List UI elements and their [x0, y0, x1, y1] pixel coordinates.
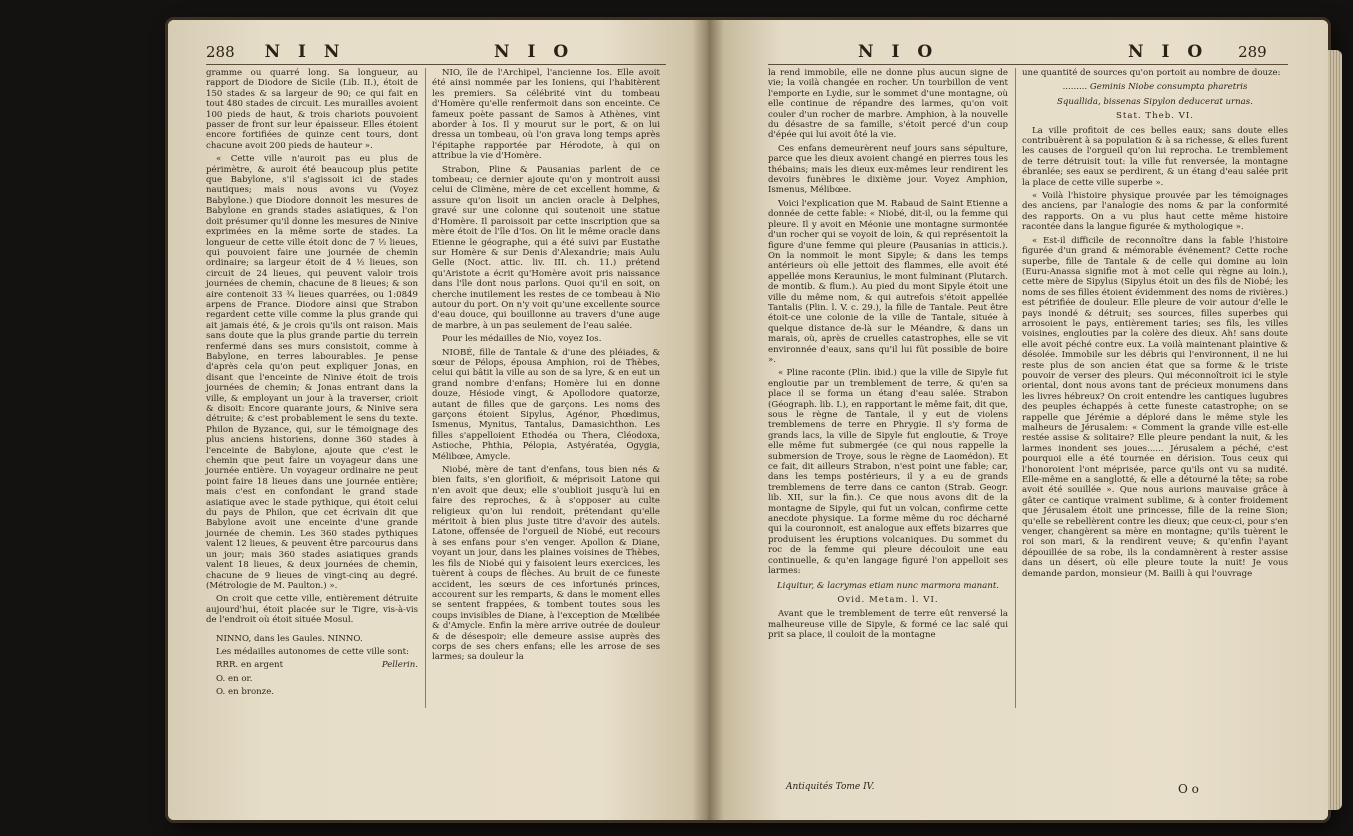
paragraph: Pour les médailles de Nio, voyez Ios. — [442, 334, 602, 345]
left-running-head-2: N I O — [494, 42, 575, 62]
paragraph: Niobé, mère de tant d'enfans, tous bien nés & bien faits, s'en glorifioit, & méprisoit Latone qui n'en avoit que deux; elle s'oublioit jusqu'à lui en faire des reproches, & à s'opposer au culte religieux qu'on lui rendoit, prétendant qu'elle méritoit à bien plus juste titre d'avoir des autels. Latone, offensée de l'orgueil de Niobé, eut recours à ses enfans pour s'en venger. Apollon & Diane, voyant un jour, dans les plaines voisines de Thèbes, les fils de Niobé qui y faisoient leurs exercices, les tuèrent à coups de flèches. Au bruit de ce funeste accident, les sœurs de ces infortunés princes, accourent sur les remparts, & dans le moment elles se sentent frappées, & tombent toutes sous les coups invisibles de Diane, à l'exception de Mœlibée & d'Amycle. Enfin la mère arrive outrée de douleur & de désespoir; elle demeure assise auprès des corps de ses chers enfans; elle les arrose de ses larmes; sa douleur la — [432, 465, 660, 663]
latin-quote: Squallida, bissenas Sipylon deducerat urnas. — [1057, 96, 1253, 107]
paragraph: Ces enfans demeurèrent neuf jours sans sépulture, parce que les dieux avoient changé en pierres tous les thébains; mais les dieux eux-mêmes leur rendirent les devoirs funèbres le dixième jour. Voyez Amphion, Ismenus, Mélibœe. — [768, 143, 1008, 196]
paragraph: la rend immobile, elle ne donne plus aucun signe de vie; la voilà changée en rocher. Un tourbillon de vent l'emporte en Lydie, sur le sommet d'une montagne, où elle continue de répandre des larmes, qu'on voit couler d'un rocher de marbre. Amphion, à la nouvelle du désastre de sa famille, s'étoit percé d'un coup d'épée qui lui avoit ôté la vie. — [768, 68, 1008, 141]
right-column-2 — [1022, 68, 1288, 582]
right-running-head-1: N I O — [858, 42, 939, 62]
medal-list — [206, 660, 418, 697]
left-running-head-1: N I N — [264, 42, 346, 62]
paragraph: NIOBÉ, fille de Tantale & d'une des pléiades, & sœur de Pélops, épousa Amphion, roi de Thèbes, celui qui bâtit la ville au son de sa lyre, & en eut un grand nombre d'enfans; Homère lui en donne douze, Hésiode vingt, & Apollodore quatorze, autant de filles que de garçons. Les noms des garçons étoient Sipylus, Agénor, Phœdimus, Ismenus, Mynitus, Tantalus, Damasichthon. Les filles s'appelloient Ethodéa ou Thera, Cléodoxa, Astioche, Phthia, Pélopia, Astyératéa, Ogygia, Mélibœe, Amycle. — [432, 347, 660, 462]
left-page — [168, 20, 708, 820]
right-page-header — [1128, 42, 1267, 62]
left-page-number: 288 — [206, 43, 235, 61]
right-page — [708, 20, 1328, 820]
latin-quote: Liquitur, & lacrymas etiam nunc marmora manant. — [776, 580, 1000, 591]
header-rule — [768, 64, 1288, 65]
paragraph: La ville profitoit de ces belles eaux; sans doute elles contribuèrent à sa population & à sa richesse, & elles furent les causes de l'orgueil qu'on lui reprocha. Le tremblement de terre détruisit tout: la ville fut renversée, la montagne ébranlée; ses eaux se perdirent, & un étang d'eau salée prit la place de cette ville superbe ». — [1022, 125, 1288, 188]
medal-value: Pellerin. — [381, 660, 418, 671]
entry-heading: NINNO, dans les Gaules. NINNO. — [216, 633, 363, 644]
left-column-2 — [432, 68, 660, 666]
latin-quote: ......... Geminis Niobe consumpta pharetris — [1062, 82, 1248, 93]
paragraph: NIO, île de l'Archipel, l'ancienne Ios. Elle avoit été ainsi nommée par les Ioniens, qui l'habitèrent les premiers. Sa célébrité vint du tombeau d'Homère qu'elle renfermoit dans son enceinte. Ce fameux poète passant de Samos à Athènes, vint aborder à Ios. Il y mourut sur le port, & on lui dressa un tombeau, où l'on grava long temps après l'épitaphe rapportée par Hérodote, à qui on attribue la vie d'Homère. — [432, 68, 660, 162]
quote-source: Ovid. Metam. l. VI. — [837, 594, 939, 605]
signature-mark: O o — [1178, 782, 1199, 796]
paragraph: On croit que cette ville, entièrement détruite aujourd'hui, étoit placée sur le Tigre, vis-à-vis de l'endroit où étoit située Mosul. — [206, 594, 418, 626]
paragraph: Strabon, Pline & Pausanias parlent de ce tombeau; ce dernier ajoute qu'on y montroit aussi celui de Climène, mère de cet excellent homme, & assure qu'on lisoit un ancien oracle à Delphes, gravé sur une colonne qui soutenoit une statue d'Homère. Il paroissoit par cette inscription que sa mère étoit de l'île d'Ios. On lit le même oracle dans Etienne le géographe, qui a été suivi par Eustathe sur Homère & sur Denis d'Alexandrie; mais Aulu Gelle (Noct. attic. liv. III. ch. 11.) prétend qu'Aristote a écrit qu'Homère avoit pris naissance dans l'île dont nous parlons. Quoi qu'il en soit, on cherche inutilement les restes de ce tombeau à Nio autour du port. On n'y voit qu'une excellente source d'eau douce, qui bouillonne au travers d'une auge de marbre, à un pas seulement de l'eau salée. — [432, 164, 660, 331]
column-divider — [425, 68, 426, 708]
page-footer: Antiquités Tome IV. — [786, 782, 875, 792]
medal-metal: O. en or. — [216, 673, 253, 684]
medal-metal: RRR. en argent — [216, 660, 284, 671]
medal-row — [206, 674, 418, 684]
paragraph: gramme ou quarré long. Sa longueur, au rapport de Diodore de Sicile (Lib. II.), étoit de 150 stades & sa largeur de 90; ce qui fait en tout 480 stades de circuit. Les murailles avoient 100 pieds de haut, & trois chariots pouvoient passer de front sur leur épaisseur. Elles étoient encore fortifiées de quinze cent tours, dont chacune avoit 200 pieds de hauteur ». — [206, 68, 418, 151]
right-page-number: 289 — [1238, 43, 1267, 61]
paragraph: Les médailles autonomes de cette ville sont: — [216, 646, 409, 657]
column-divider — [1015, 68, 1016, 708]
medal-metal: O. en bronze. — [216, 687, 275, 698]
medal-row — [206, 660, 418, 670]
paragraph: Voici l'explication que M. Rabaud de Saint Etienne a donnée de cette fable: « Niobé, dit-il, ou la femme qui pleure. Il y avoit en Méonie une montagne surmontée d'un rocher qui se voyoit de loin, & qui représentoit la figure d'une femme qui pleure (Pausanias in atticis.). On la nommoit le mont Sipyle; & dans les temps antérieurs où elle jettoit des flammes, elle avoit été appellée mons Keraunius, le mont fulminant (Plutarch. de montib. & flum.). Au pied du mont Sipyle étoit une ville du même nom, & qui autrefois s'étoit appellée Tantalis (Plin. l. V. c. 29.), la fille de Tantale. Peut être étoit-ce une colonie de la ville de Tantale, située à quelque distance de-là sur le Méandre, & dans un marais, où, après de cruelles catastrophes, elle se vit environnée d'eaux, sans qu'il lui fût possible de boire ». — [768, 198, 1008, 365]
paragraph: « Est-il difficile de reconnoître dans la fable l'histoire figurée d'un grand & mémorable événement? Cette roche superbe, fille de Tantale & de celle qui domine au loin (Euru-Anassa signifie mot à mot celle qui règne au loin.), cette mère de Sipylus (Sipylus étoit un des fils de Niobé; les noms de ses filles étoient évidemment des noms de rivières.) est pétrifiée de douleur. Elle pleure de voir autour d'elle le pays inondé & détruit; ses sources, filles superbes qui arrosoient le pays, entièrement taries; ses fils, les villes voisines, englouties par la colère des dieux. Ah! sans doute elle avoit péché contre eux. La voilà maintenant plaintive & désolée. Immobile sur les débris qui l'environnent, il ne lui reste plus de son ancien état que sa forme & le triste pouvoir de verser des pleurs. Qui méconnoîtroit ici le style oriental, dont nous avons tant de précieux monumens dans les livres hébreux? On croit entendre les cantiques lugubres des peuples échappés à cette funeste catastrophe; on se rappelle que Jérémie a déploré dans le même style les malheurs de Jérusalem: « Comment la grande ville est-elle restée assise & solitaire? Elle pleure pendant la nuit, & les larmes inondent ses joues...... Jérusalem a péché, c'est pourquoi elle a été tournée en dérision. Tous ceux qui l'honoroient l'ont méprisée, parce qu'ils ont vu sa nudité. Elle-même en a sanglotté, & elle a détourné la tête; sa robe avoit été souillée ». Que nous aurions mauvaise grâce à gâter ce cantique vraiment sublime, & à conter froidement que Jérusalem étoit une princesse, fille de la reine Sion; qu'elle se rebellèrent contre les dieux; que ceux-ci, pour s'en venger, changèrent sa mère en montagne; qu'ils tuèrent le roi son mari, & la rendirent veuve; & qu'enfin l'ayant dépouillée de sa robe, ils la condamnèrent à rester assise dans un désert, où elle pleure toute la nuit! Je vous demande pardon, monsieur (M. Bailli à qui l'ouvrage — [1022, 235, 1288, 579]
quote-source: Stat. Theb. VI. — [1115, 111, 1195, 122]
paragraph: « Voilà l'histoire physique prouvée par les témoignages des anciens, par l'analogie des noms & par la conformité des rapports. On a vu plus haut cette même histoire racontée dans la langue figurée & mythologique ». — [1022, 191, 1288, 233]
medal-row — [206, 687, 418, 697]
open-book — [168, 20, 1328, 820]
paragraph: Avant que le tremblement de terre eût renversé la malheureuse ville de Sipyle, & formé ce lac salé qui prit sa place, il couloit de la montagne — [768, 609, 1008, 641]
paragraph: « Cette ville n'auroit pas eu plus de périmètre, & auroit été beaucoup plus petite que Babylone, s'il s'agissoit ici de stades nautiques; mais nous avons vu (Voyez Babylone.) que Diodore donnoit les mesures de Babylone en grands stades asiatiques, & l'on doit présumer qu'il donne les mesures de Ninive exprimées en la même sorte de stades. La longueur de cette ville étoit donc de 7 ½ lieues, qui pouvoient faire une journée de chemin ordinaire; sa largeur étoit de 4 ½ lieues, son circuit de 24 lieues, qui peuvent valoir trois journées de chemin, chacune de 8 lieues; & son aire contenoit 33 ¾ lieues quarrées, ou 1:0849 arpens de France. Diodore ainsi que Strabon regardent cette ville comme la plus grande qui ait jamais été, & je crois qu'ils ont raison. Mais sans doute que la plus grande partie du terrein renfermé dans ses murs consistoit, comme à Babylone, en terres labourables. Je pense d'après cela qu'on peut expliquer Jonas, en disant que l'enceinte de Ninive étoit de trois journées de chemin; & Jonas entrant dans la ville, & employant un jour à la traverser, crioit & disoit: Encore quarante jours, & Ninive sera détruite; & c'est probablement le sens du texte. Philon de Byzance, qui, sur le témoignage des plus anciens historiens, donne 360 stades à l'enceinte de Babylone, ajoute que c'est le chemin que peut faire un voyageur dans une journée entière. Un voyageur ordinaire ne peut point faire 18 lieues dans une journée entière; mais c'est en confondant le grand stade asiatique avec le stade pythique, qui étoit celui du pays de Philon, que cet écrivain dit que Babylone avoit une enceinte d'une grande journée de chemin. Les 360 stades pythiques valent 12 lieues, & peuvent être parcourus dans un jour; mais 360 stades asiatiques grands valent 18 lieues, & deux journées de chemin, chacune de 9 lieues de vingt-cinq au degré. (Métrologie de M. Paulton.) ». — [206, 154, 418, 591]
book-gutter — [692, 20, 724, 820]
right-running-head-2: N I O — [1128, 42, 1209, 62]
paragraph: une quantité de sources qu'on portoit au nombre de douze: — [1022, 68, 1281, 78]
left-column-1 — [206, 68, 418, 698]
paragraph: « Pline raconte (Plin. ibid.) que la ville de Sipyle fut engloutie par un tremblement de terre, & qu'en sa place il se forma un étang d'eau salée. Strabon (Géograph. lib. I.), en rapportant le même fait, dit que, sous le règne de Tantale, il y eut de violens tremblemens de terre en Phrygie. Il s'y forma de grands lacs, la ville de Sipyle fut engloutie, & Troye elle même fut submergée (ce qui nous rappelle la submersion de Troye, sous le règne de Laomédon). Et ce fait, dit ailleurs Strabon, n'est point une fable; car, dans les temps postérieurs, il y a eu de grands tremblemens de terre dans ce canton (Strab. Geogr. lib. XII, sur la fin.). Ce que nous avons dit de la montagne de Sipyle, qui fut un volcan, confirme cette anecdote physique. La forme même du roc décharné qui la couronnoit, est analogue aux effets bizarres que produisent les éruptions volcaniques. Du sommet du roc de la femme qui pleure découloit une eau continuelle, & qu'en langage figuré l'on appelloit ses larmes: — [768, 368, 1008, 577]
left-page-header — [206, 42, 345, 62]
header-rule — [206, 64, 666, 65]
right-column-1 — [768, 68, 1008, 644]
